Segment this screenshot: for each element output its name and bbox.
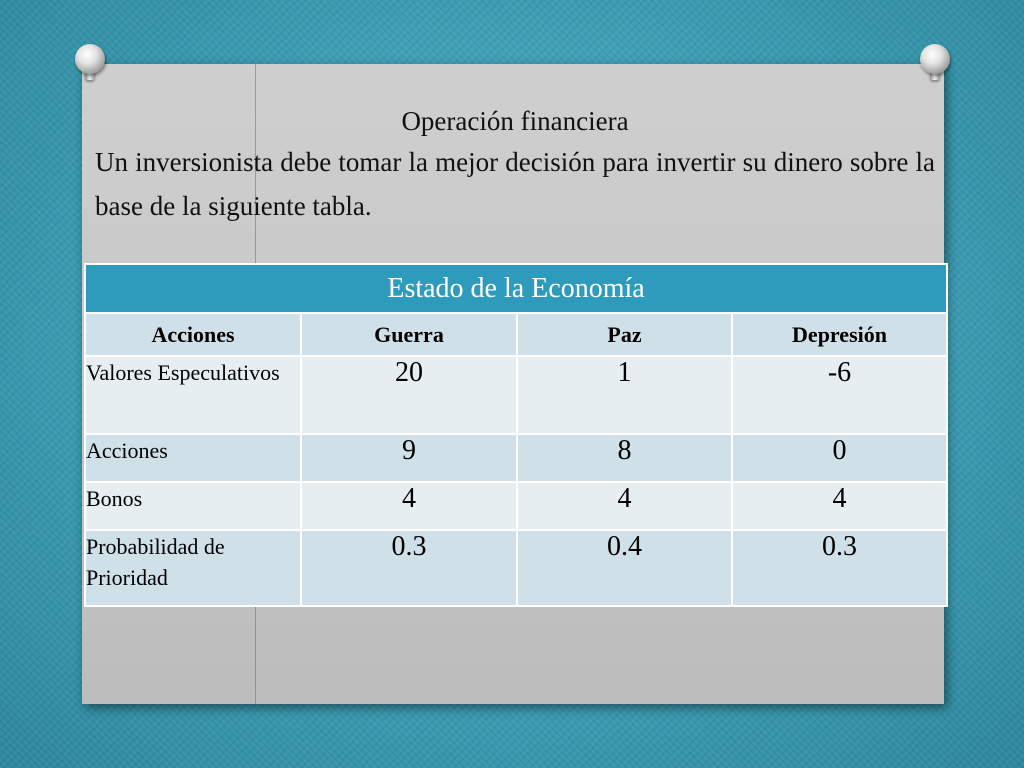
table-cell: 0.3	[301, 530, 517, 606]
slide-intro-text: Un inversionista debe tomar la mejor decisión para invertir su dinero sobre la base de la siguiente tabla.	[95, 147, 935, 221]
row-label: Valores Especulativos	[85, 356, 301, 434]
column-header: Depresión	[732, 313, 947, 356]
table-cell: -6	[732, 356, 947, 434]
table-cell: 0.4	[517, 530, 732, 606]
table-row	[85, 434, 947, 482]
table-cell: 4	[517, 482, 732, 530]
row-label: Bonos	[85, 482, 301, 530]
pushpin-icon	[920, 44, 950, 84]
table-cell: 9	[301, 434, 517, 482]
row-label: Acciones	[85, 434, 301, 482]
table-cell: 0.3	[732, 530, 947, 606]
table-cell: 8	[517, 434, 732, 482]
column-header: Acciones	[85, 313, 301, 356]
table-cell: 4	[732, 482, 947, 530]
table-row	[85, 356, 947, 434]
table-row	[85, 530, 947, 606]
table-row	[85, 482, 947, 530]
column-header-row	[85, 313, 947, 356]
table-cell: 4	[301, 482, 517, 530]
economy-table	[84, 263, 948, 607]
column-header: Paz	[517, 313, 732, 356]
row-label: Probabilidad de Prioridad	[85, 530, 301, 606]
table-cell: 1	[517, 356, 732, 434]
table-title-row	[85, 264, 947, 313]
table-title: Estado de la Economía	[85, 264, 947, 313]
pushpin-icon	[75, 44, 105, 84]
slide-title: Operación financiera	[401, 106, 629, 136]
column-header: Guerra	[301, 313, 517, 356]
table-cell: 20	[301, 356, 517, 434]
table-cell: 0	[732, 434, 947, 482]
